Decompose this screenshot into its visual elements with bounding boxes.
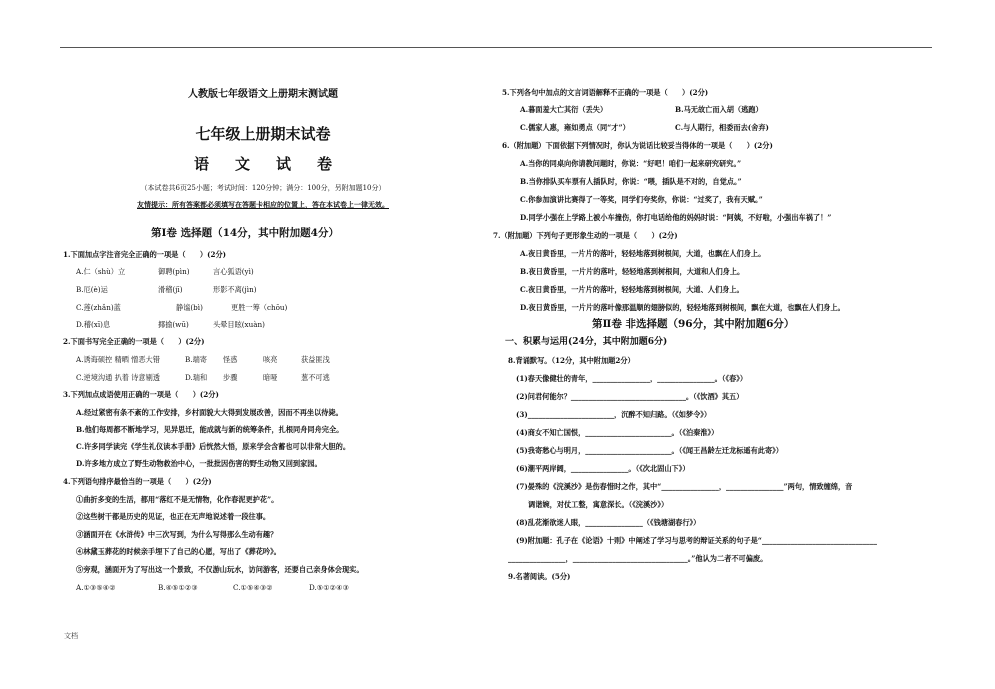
q1-option-c-2: 静谧(bì) bbox=[176, 303, 203, 312]
q7-option-d: D.夜日黄昏里，一片片的落叶像那温顺的翅膀似的，轻轻地落到树根间，飘在大道，也飘在人们身上。 bbox=[520, 303, 845, 312]
q8-line-9-cont: ________________，________________________________。”他认为二者不可偏废。 bbox=[508, 554, 768, 563]
q2-option-b-4: 获益匪浅 bbox=[301, 355, 330, 364]
subject-title: 语文试卷 bbox=[193, 155, 358, 173]
q2-option-a: A.诱诲硕控 精晒 憎恶大错 bbox=[76, 355, 160, 364]
q2-option-b: B.端寄 bbox=[185, 355, 207, 364]
footer-label: 文档 bbox=[64, 632, 78, 640]
q3-option-d: D.许多地方成立了野生动物救治中心，一批批因伤害的野生动物又回到家园。 bbox=[76, 459, 322, 468]
q1-option-d-3: 头晕目眩(xuàn) bbox=[213, 320, 265, 329]
q6-stem: 6.（附加题）下面依据下列情况时，你认为说话比较妥当得体的一项是（ ）(2分) bbox=[502, 141, 773, 150]
q1-option-a-2: 御聘(pìn) bbox=[158, 267, 190, 276]
q1-option-c-3: 更胜一筹（chōu) bbox=[231, 303, 288, 312]
main-title: 七年级上册期末试卷 bbox=[195, 125, 331, 143]
q4-sentence-4: ④林黛玉葬花的时候亲手埋下了自己的心愿，写出了《葬花吟》。 bbox=[76, 547, 281, 556]
q4-sentence-3: ③涵面开在《水浒传》中三次写到，为什么写得那么生动有趣？ bbox=[76, 530, 278, 539]
q3-option-a: A.经过紧密有条不紊的工作安排，乡村面貌大大得到发展改善，因而不再坐以待毙。 bbox=[76, 408, 343, 417]
q7-option-a: A.夜日黄昏里，一片片的落叶，轻轻地落到树根间，大道，也飘在人们身上。 bbox=[520, 249, 766, 258]
q1-option-d-2: 揶揄(wū) bbox=[158, 320, 189, 329]
section-2-heading: 第Ⅱ卷 非选择题（96分，其中附加题6分） bbox=[592, 318, 795, 330]
q5-option-a: A.暮面羞大亡其衍（丢失） bbox=[520, 105, 608, 114]
q4-stem: 4.下列语句排序最恰当的一项是（ ）(2分) bbox=[63, 477, 212, 486]
q7-stem: 7.（附加题）下列句子更形象生动的一项是（ ）(2分) bbox=[493, 231, 678, 240]
q6-option-b: B.当你排队买车票有人插队时，你说：“喂，插队是不对的，自觉点。” bbox=[520, 177, 742, 186]
q2-stem: 2.下面书写完全正确的一项是（ ）(2分) bbox=[63, 337, 205, 346]
q5-option-d: C.与人期行，相委而去(舍弃) bbox=[675, 123, 769, 132]
q8-line-1: (1)春天像健壮的青年，________________，________________。（《春》） bbox=[516, 374, 748, 383]
q1-option-b-3: 形影不离(jìn) bbox=[213, 285, 257, 294]
q8-stem: 8.背诵默写。（12分，其中附加题2分） bbox=[508, 356, 635, 365]
q6-option-c: C.你参加演讲比赛得了一等奖，同学们夸奖你，你说：“过奖了，我有天赋。” bbox=[520, 195, 763, 204]
exam-warning: 友情提示：所有答案都必须填写在答题卡相应的位置上，答在本试卷上一律无效。 bbox=[137, 200, 389, 209]
q1-stem: 1.下面加点字注音完全正确的一项是（ ）(2分) bbox=[63, 250, 227, 259]
q2-option-d-2: 步骤 bbox=[223, 373, 238, 382]
q5-option-b: B.马无故亡而入胡（逃跑） bbox=[675, 105, 763, 114]
q6-option-a: A.当你的同桌向你请教问题时，你说：“好吧！咱们一起来研究研究。” bbox=[520, 159, 742, 168]
top-rule bbox=[60, 47, 932, 48]
q8-line-7-cont: 调谐婉，对仗工整，寓意深长。（《浣溪沙》） bbox=[528, 500, 669, 509]
q8-line-9: (9)附加题：孔子在《论语》十则》中阐述了学习与思考的辩证关系的句子是“________________________________ bbox=[516, 536, 877, 545]
q1-option-a-3: 言心狐语(yì) bbox=[213, 267, 254, 276]
q2-option-d: D.瑞和 bbox=[185, 373, 208, 382]
q5-option-c: C.儒家人惠，雍如勇点（同“才”） bbox=[520, 123, 630, 132]
q1-option-c: C.莲(zhǎn)蓝 bbox=[76, 303, 121, 312]
q3-option-b: B.他们每周都不断地学习，见异思迁，能成就与新的统筹条件，扎根同舟同舟完全。 bbox=[76, 425, 344, 434]
q6-option-d: D.同学小强在上学路上被小车撞伤，你打电话给他的妈妈时说：“阿姨，不好啦，小强出车祸了！” bbox=[520, 213, 832, 222]
q7-option-c: C.夜日黄昏里，一片片的落叶，轻轻地落到树根间，大道、人们身上。 bbox=[520, 285, 744, 294]
q8-line-6: (6)潮平两岸阔，________________。（《次北固山下》） bbox=[516, 464, 690, 473]
q4-sentence-1: ①曲折多变的生活，都用“落红不是无情物，化作春泥更护花”。 bbox=[76, 495, 279, 504]
q3-option-c: C.许多同学读完《学生礼仪读本手册》后恍然大悟，原来学会含蓄也可以非常大胆的。 bbox=[76, 442, 351, 451]
q1-option-d: D.稽(xī)息 bbox=[76, 320, 111, 329]
q8-line-8: (8)乱花渐欲迷人眼，________________（《钱塘湖春行》） bbox=[516, 518, 701, 527]
q9-stem: 9.名著阅读。(5分) bbox=[508, 572, 571, 581]
q2-option-c: C.逆境沟通 扒着 诗意剔透 bbox=[76, 373, 160, 382]
part-1-heading: 一、积累与运用(24分，其中附加题6分) bbox=[505, 337, 668, 347]
q4-option-a: A.①③⑤④② bbox=[76, 583, 116, 592]
q2-option-b-3: 咳亮 bbox=[263, 355, 278, 364]
q5-stem: 5.下列各句中加点的文言词语解释不正确的一项是（ ）(2分) bbox=[502, 88, 709, 97]
q8-line-2: (2)问君何能尔？________________________________。（《饮酒》其五） bbox=[516, 392, 744, 401]
q8-line-5: (5)我寄愁心与明月，________________________。（《闻王昌龄左迁龙标遥有此寄》） bbox=[516, 446, 783, 455]
q4-option-c: C.①⑤④③② bbox=[233, 583, 273, 592]
q2-option-d-4: 葱不可逃 bbox=[301, 373, 330, 382]
q8-line-7: (7)晏殊的《浣溪沙》是伤春惜时之作，其中“________________，________________”两句，情致缠绵，音 bbox=[516, 482, 853, 491]
q4-option-d: D.⑤①②④③ bbox=[309, 583, 350, 592]
q8-line-3: (3)________________________，沉醉不知归路。（《如梦令》） bbox=[516, 410, 712, 419]
q2-option-d-3: 暗哑 bbox=[263, 373, 278, 382]
q4-sentence-5: ⑤旁观，涵面开为了写出这一个景致，不仅游山玩水，访问游客，还要自己亲身体会现实。 bbox=[76, 565, 364, 574]
q7-option-b: B.夜日黄昏里，一片片的落叶，轻轻地落到树根间，大道和人们身上。 bbox=[520, 267, 745, 276]
q8-line-4: (4)商女不知亡国恨，________________________。（《泊秦淮》） bbox=[516, 428, 719, 437]
section-1-heading: 第Ⅰ卷 选择题（14分，其中附加题4分） bbox=[151, 227, 339, 239]
q1-option-b-2: 滑稽(jī) bbox=[158, 285, 183, 294]
q3-stem: 3.下列加点成语使用正确的一项是（ ）(2分) bbox=[63, 390, 219, 399]
q2-option-b-2: 怪惑 bbox=[223, 355, 238, 364]
exam-note: （本试卷共6页25小题；考试时间：120分钟；满分：100分，另附加题10分） bbox=[140, 184, 386, 192]
exam-title: 人教版七年级语文上册期末测试题 bbox=[188, 89, 338, 100]
q1-option-a: A.仁（shù）立 bbox=[76, 267, 126, 276]
q4-sentence-2: ②这些树干都是历史的见证，也正在无声地说述着一段往事。 bbox=[76, 512, 271, 521]
q1-option-b: B.厄(è)运 bbox=[76, 285, 108, 294]
q4-option-b: B.④⑤①②③ bbox=[158, 583, 198, 592]
